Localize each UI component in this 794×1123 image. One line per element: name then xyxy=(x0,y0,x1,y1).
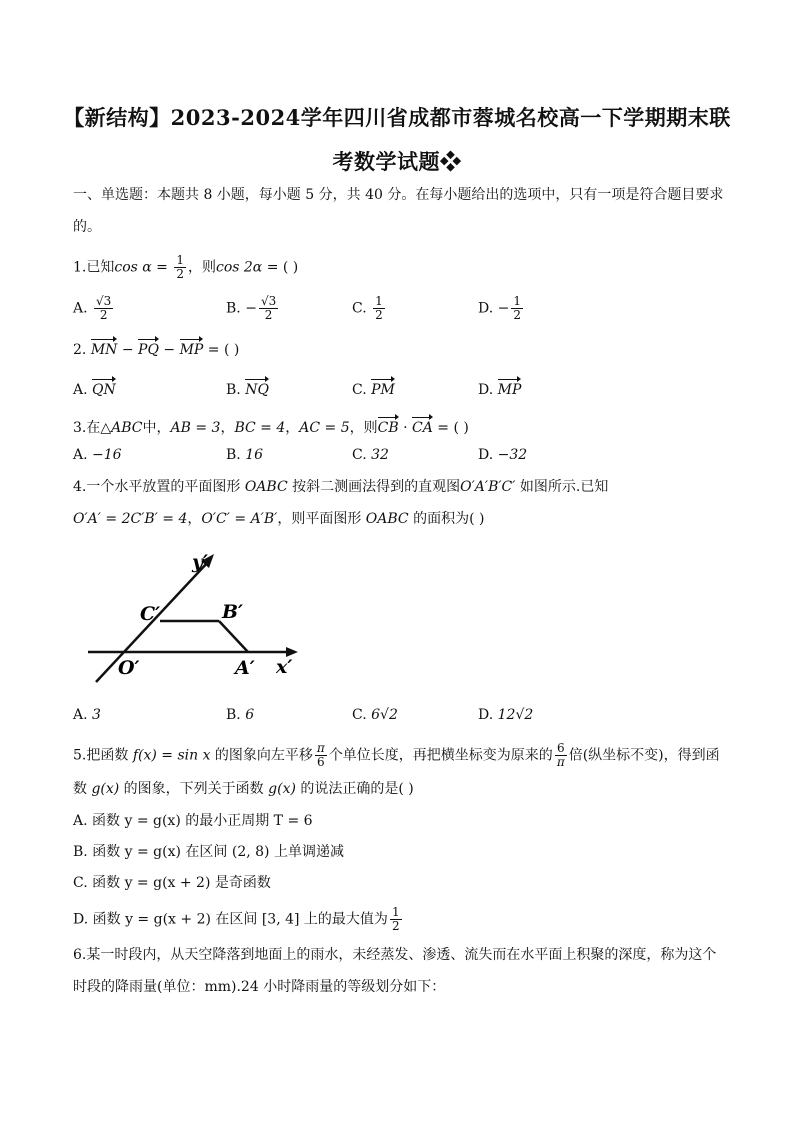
section-instructions-line2: 的。 xyxy=(73,219,101,235)
q3-text2: ，则 xyxy=(349,420,378,436)
q5-text: 个单位长度，再把横坐标变为原来的 xyxy=(328,747,553,764)
option-letter: C. xyxy=(352,300,367,317)
q5-fx: f(x) = sin x xyxy=(132,747,211,764)
q2-minus: − xyxy=(158,342,180,358)
q5-gx: g(x) xyxy=(91,781,120,797)
q5-option-d xyxy=(73,906,404,933)
q4-option-a xyxy=(73,706,101,724)
option-value: −32 xyxy=(497,447,528,463)
label-b: B′ xyxy=(222,601,244,623)
q3-option-d xyxy=(478,446,527,464)
q2-minus: − xyxy=(117,342,139,358)
option-num: 1 xyxy=(513,294,522,308)
section-instructions-line1: 一、单选题：本题共 8 小题，每小题 5 分，共 40 分。在每小题给出的选项中，只有一项是符合题目要求 xyxy=(73,187,724,203)
q2-vector-mp: MP xyxy=(180,338,204,359)
option-letter: A. xyxy=(73,382,88,398)
q1-frac-num: 1 xyxy=(176,253,184,267)
q3-prefix: 3.在 xyxy=(73,420,101,436)
option-value: 3 xyxy=(92,707,101,723)
option-den: 2 xyxy=(375,308,383,322)
option-letter: D. xyxy=(478,447,494,463)
frac-den: π xyxy=(556,755,565,769)
question-6-stem-line1: 6.某一时段内，从天空降落到地面上的雨水，未经蒸发、渗透、流失而在水平面上积聚的深度，称为这个 xyxy=(73,947,717,963)
option-letter: A. xyxy=(73,447,88,463)
q1-frac-den: 2 xyxy=(176,267,184,281)
q5-option-b: B. 函数 y = g(x) 在区间 (2, 8) 上单调递减 xyxy=(73,844,344,860)
exam-title-line1: 【新结构】2023-2024学年四川省成都市蓉城名校高一下学期期末联 xyxy=(63,105,731,130)
q1-mid: ，则 xyxy=(188,259,216,276)
option-value: 32 xyxy=(371,447,389,463)
option-num: 1 xyxy=(375,294,383,308)
q3-vector-ca: CA xyxy=(412,416,433,437)
q3-triangle: △ABC xyxy=(100,420,143,436)
option-letter: B. xyxy=(226,382,241,398)
q1-cos: cos α = xyxy=(114,259,173,276)
option-letter: B. xyxy=(226,300,241,317)
q4-text: 按斜二测画法得到的直观图 xyxy=(287,479,461,495)
q2-option-b xyxy=(226,378,269,399)
q3-sep: ， xyxy=(285,420,300,436)
q3-option-c xyxy=(352,446,389,464)
question-2-stem xyxy=(73,338,239,359)
option-fraction xyxy=(259,295,278,322)
q3-dot: · xyxy=(398,420,412,436)
q5-text: 数 xyxy=(73,781,92,797)
q5-option-d-text: D. 函数 y = g(x + 2) 在区间 [3, 4] 上的最大值为 xyxy=(73,911,388,928)
option-letter: D. xyxy=(478,382,494,398)
q5-gx: g(x) xyxy=(268,781,296,797)
q3-text1: 中， xyxy=(142,420,171,436)
option-value: −16 xyxy=(92,447,122,463)
q5-text: 倍(纵坐标不变)，得到函 xyxy=(568,747,720,764)
label-a: A′ xyxy=(235,657,255,679)
q4-option-d xyxy=(478,706,533,724)
label-y: y′ xyxy=(192,551,209,573)
q2-option-d xyxy=(478,378,521,399)
q1-option-a xyxy=(73,295,115,322)
question-3-stem xyxy=(73,416,469,437)
frac-num: π xyxy=(316,741,325,755)
option-den: 2 xyxy=(264,308,273,322)
option-num: √3 xyxy=(96,294,112,308)
question-4-stem-line1 xyxy=(73,478,608,496)
option-value: 16 xyxy=(245,447,264,463)
q3-bc: BC = 4 xyxy=(234,420,286,436)
option-fraction xyxy=(94,295,113,322)
option-letter: B. xyxy=(226,707,241,723)
q5-text: 的图象，下列关于函数 xyxy=(119,781,269,797)
q5-option-c: C. 函数 y = g(x + 2) 是奇函数 xyxy=(73,875,271,891)
option-letter: C. xyxy=(352,382,367,398)
option-den: 2 xyxy=(513,308,522,322)
q5-option-a: A. 函数 y = g(x) 的最小正周期 T = 6 xyxy=(73,813,313,829)
option-letter: D. xyxy=(478,707,494,723)
q4-condition2: O′C′ = A′B′ xyxy=(201,511,278,527)
frac-num: 1 xyxy=(391,905,400,919)
option-fraction xyxy=(373,295,385,322)
q4-prime-figure: O′A′B′C′ xyxy=(460,479,516,495)
question-5-stem-line1 xyxy=(73,742,720,769)
q2-option-a xyxy=(73,378,116,399)
q2-option-c xyxy=(352,378,395,399)
q5-text: 5.把函数 xyxy=(73,747,133,764)
q4-oabc: OABC xyxy=(365,511,409,527)
q3-ab: AB = 3 xyxy=(170,420,221,436)
option-value: 6 xyxy=(245,707,255,723)
option-sign: − xyxy=(245,300,257,317)
q3-sep: ， xyxy=(220,420,235,436)
q4-oabc: OABC xyxy=(244,479,288,495)
q4-text: 如图所示.已知 xyxy=(515,479,609,495)
q4-option-c xyxy=(352,706,398,724)
q4-sep: ， xyxy=(187,511,202,527)
option-vector: QN xyxy=(92,378,116,399)
option-letter: C. xyxy=(352,447,367,463)
option-sign: − xyxy=(497,300,510,317)
option-vector: MP xyxy=(498,378,522,399)
question-4-stem-line2 xyxy=(73,510,484,528)
frac-num: 6 xyxy=(555,742,567,756)
q5-option-d-fraction xyxy=(390,906,402,933)
q3-option-b xyxy=(226,446,263,464)
frac-den: 6 xyxy=(317,755,325,769)
q5-shift-fraction xyxy=(315,742,327,769)
q2-vector-pq: PQ xyxy=(138,338,159,359)
q1-cos2: cos 2α xyxy=(216,259,263,276)
q5-scale-fraction xyxy=(555,742,567,769)
option-letter: A. xyxy=(73,707,88,723)
q1-fraction xyxy=(174,254,186,281)
exam-title-line2: 考数学试题❖ xyxy=(332,149,462,174)
q4-option-b xyxy=(226,706,254,724)
q2-vector-mn: MN xyxy=(91,338,118,359)
option-value: 6√2 xyxy=(371,707,398,723)
option-vector: PM xyxy=(371,378,395,399)
q4-text: 的面积为( ) xyxy=(408,511,485,527)
option-letter: D. xyxy=(478,300,494,317)
q3-suffix: = ( ) xyxy=(432,420,469,436)
q3-vector-cb: CB xyxy=(378,416,399,437)
question-1-stem xyxy=(73,254,298,281)
q1-prefix: 1.已知 xyxy=(73,259,115,276)
question-5-stem-line2 xyxy=(73,780,414,798)
option-fraction xyxy=(511,295,523,322)
q5-text: 的说法正确的是( ) xyxy=(295,781,414,797)
option-den: 2 xyxy=(99,308,108,322)
option-vector: NQ xyxy=(245,378,269,399)
q4-text: ，则平面图形 xyxy=(277,511,366,527)
q4-text: 4.一个水平放置的平面图形 xyxy=(73,479,245,495)
q3-ac: AC = 5 xyxy=(299,420,350,436)
q2-prefix: 2. xyxy=(73,342,91,358)
q2-suffix: = ( ) xyxy=(203,342,240,358)
label-c: C′ xyxy=(140,603,161,625)
option-letter: B. xyxy=(226,447,241,463)
q4-figure xyxy=(70,542,320,692)
q1-suffix: = ( ) xyxy=(262,259,299,276)
option-num: √3 xyxy=(260,294,277,308)
option-letter: C. xyxy=(352,707,367,723)
option-letter: A. xyxy=(73,300,88,317)
segment-ba xyxy=(219,621,248,652)
question-6-stem-line2: 时段的降雨量(单位：mm).24 小时降雨量的等级划分如下： xyxy=(73,979,446,995)
q1-option-c xyxy=(352,295,387,322)
q3-option-a xyxy=(73,446,122,464)
option-value: 12√2 xyxy=(497,707,534,723)
q1-option-b xyxy=(226,295,280,322)
label-x: x′ xyxy=(276,656,293,678)
q1-option-d xyxy=(478,295,525,322)
label-o: O′ xyxy=(118,657,140,679)
frac-den: 2 xyxy=(391,919,400,933)
q4-condition1: O′A′ = 2C′B′ = 4 xyxy=(73,511,188,527)
q5-text: 的图象向左平移 xyxy=(210,747,313,764)
